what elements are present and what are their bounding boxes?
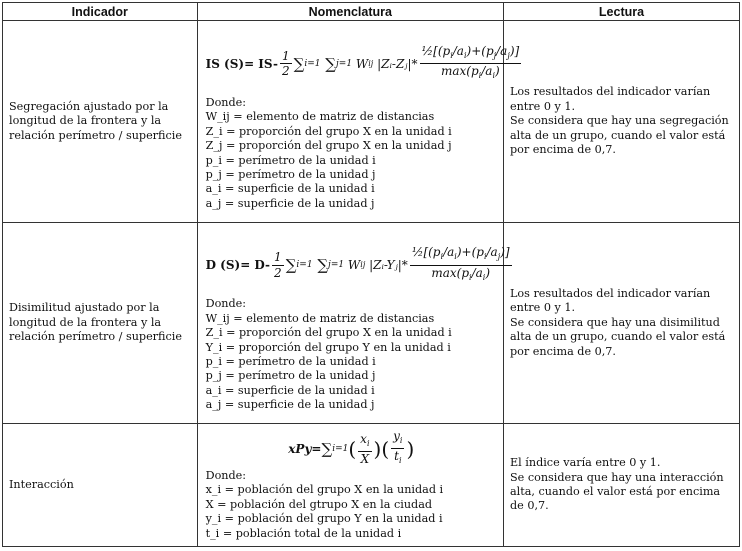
list-item: a_j = superficie de la unidad j <box>205 398 375 412</box>
list-item: W_ij = elemento de matriz de distancias <box>205 110 435 124</box>
header-row <box>3 3 740 21</box>
list-item: p_j = perímetro de la unidad j <box>205 167 376 181</box>
variable-list <box>206 110 497 211</box>
reading-cell: Los resultados del indicador varían entre 0 y 1. Se considera que hay una disimilitud alta de un grupo, cuando el valor está por encima de 0,7. <box>503 223 739 424</box>
indicator-cell: Disimilitud ajustado por la longitud de la frontera y la relación perímetro / superficie <box>3 223 198 424</box>
list-item: a_i = superficie de la unidad i <box>205 182 375 196</box>
list-item: x_i = población del grupo X en la unidad i <box>205 483 444 497</box>
list-item: p_i = perímetro de la unidad i <box>205 355 376 368</box>
donde-label: Donde: <box>205 95 247 109</box>
nomenclature-cell <box>197 223 510 424</box>
list-item: Z_i = proporción del grupo X en la unidad i <box>205 326 452 340</box>
variable-list <box>206 483 497 541</box>
indicator-cell: Segregación ajustado por la longitud de la frontera y la relación perímetro / superficie <box>3 21 198 223</box>
list-item: a_j = superficie de la unidad j <box>205 196 375 210</box>
formula-label: IS (S)= IS- <box>205 56 279 71</box>
list-item: a_i = superficie de la unidad i <box>205 383 375 397</box>
list-item: y_i = población del grupo Y en la unidad i <box>205 512 443 526</box>
formula-label: D (S)= D- <box>205 258 271 273</box>
list-item: X = población del gtrupo X en la ciudad <box>205 497 433 511</box>
formula-label: xPy= <box>288 441 322 456</box>
formula-tail: |Zᵢ-Zⱼ|* <box>377 56 418 71</box>
reading-cell: El índice varía entre 0 y 1. Se considera que hay una interacción alta, cuando el valor está por encima de 0,7. <box>503 424 739 547</box>
indicators-table <box>2 2 740 547</box>
formula-half: $\frac{1}{2}$ <box>282 48 290 79</box>
header-nomenclatura: Nomenclatura <box>197 3 503 21</box>
formula-fraction: $\frac{\frac{1}{2}[(p_i/a_i)+(p_i/a_j)]}{\max(p_i/a_i)}$ <box>411 245 510 282</box>
table-row <box>3 223 740 424</box>
list-item: p_j = perímetro de la unidad j <box>205 369 376 383</box>
table-row <box>3 21 740 223</box>
list-item: Z_j = proporción del grupo X en la unidad j <box>205 139 452 153</box>
variable-list <box>206 312 497 413</box>
header-lectura: Lectura <box>503 3 739 21</box>
list-item: Y_i = proporción del grupo Y en la unidad i <box>205 340 451 354</box>
donde-label: Donde: <box>205 468 247 482</box>
formula-xpy: xPy= ∑ i=1 ( $\frac{x_i}{X}$ ) ( $\frac{y_i}{t_i}$ ) <box>288 429 415 466</box>
nomenclature-cell <box>197 21 520 223</box>
list-item: t_i = población total de la unidad i <box>205 526 402 540</box>
list-item: Z_i = proporción del grupo X en la unidad i <box>205 124 452 138</box>
donde-label: Donde: <box>205 297 247 311</box>
list-item: W_ij = elemento de matriz de distancias <box>205 311 435 325</box>
formula-d: D (S)= D- $\frac{1}{2}$ ∑ i=1 ∑ j=1 W ij |Zᵢ-Yⱼ|* $\frac{\frac{1}{2}[(p_i/a_i)+(p_i/a_j)]}{\max(p_i/a_i)}$ <box>206 233 497 297</box>
table-row <box>3 424 740 547</box>
indicator-cell: Interacción <box>3 424 198 547</box>
reading-cell: Los resultados del indicador varían entre 0 y 1. Se considera que hay una segregación alta de un grupo, cuando el valor está por encima de 0,7. <box>503 21 739 223</box>
header-indicador: Indicador <box>3 3 198 21</box>
formula-is: IS (S)= IS- $\frac{1}{2}$ ∑ i=1 ∑ j=1 W ij |Zᵢ-Zⱼ|* $\frac{\frac{1}{2}[(p_i/a_i)+(p_j/a_j)]}{\max(p_i/a_i)}$ <box>206 32 497 96</box>
formula-fraction: $\frac{\frac{1}{2}[(p_i/a_i)+(p_j/a_j)]}{\max(p_i/a_i)}$ <box>421 43 520 81</box>
formula-half: $\frac{1}{2}$ <box>274 250 282 280</box>
nomenclature-cell <box>197 424 503 547</box>
formula-tail: |Zᵢ-Yⱼ|* <box>369 258 408 273</box>
list-item: p_i = perímetro de la unidad i <box>205 153 376 167</box>
